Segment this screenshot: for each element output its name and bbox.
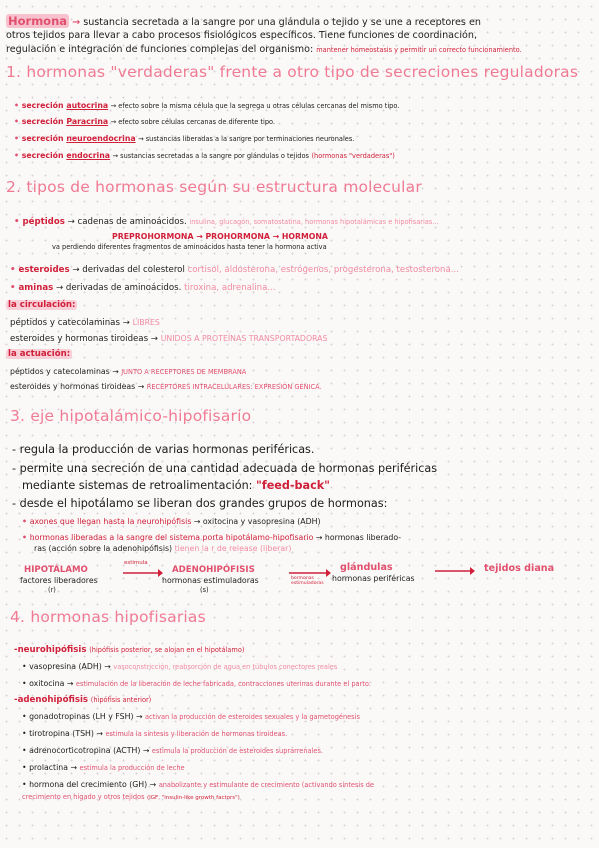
peptidos-line: • péptidos → cadenas de aminoácidos. insulina, glucagón, somatostatina, hormonas hipotalámicas e hipofisarias...: [14, 217, 439, 227]
flow-node-hipotalamo-code: (r): [48, 586, 56, 594]
flow-node-adenohipofisis-sub: hormonas estimuladoras: [162, 576, 259, 585]
intro-text-2: otros tejidos para llevar a cabo procesos fisiológicos específicos. Tiene funciones de coordinación,: [6, 30, 477, 41]
intro-line-3: [6, 44, 522, 55]
s3-line-1: - regula la producción de varias hormonas periféricas.: [12, 443, 315, 456]
circulacion-row-1: péptidos y catecolaminas → LIBRES: [10, 318, 160, 328]
intro-text-1: sustancia secretada a la sangre por una glándula o tejido y se une a receptores en: [83, 17, 481, 28]
flow-arrow-2-icon: [288, 568, 332, 578]
neuro-item-2: • oxitocina → estimulación de la liberación de leche fabricada, contracciones uterinas durante el parto.: [22, 679, 371, 688]
intro-arrow: →: [72, 17, 81, 28]
actuacion-row-1: péptidos y catecolaminas → JUNTO A RECEPTORES DE MEMBRANA: [10, 367, 247, 376]
esteroides-line: • esteroides → derivadas del colesterol cortisol, aldosterona, estrógenos, progesterona, testosterona...: [10, 265, 459, 275]
adeno-item-4: • prolactina → estimula la producción de leche: [22, 763, 185, 772]
flow-arrow-2-label: hormonas estimuladoras: [291, 576, 324, 586]
aminas-line: • aminas → derivadas de aminoácidos. tiroxina, adrenalina...: [10, 283, 276, 293]
section-1-title: 1. hormonas "verdaderas" frente a otro tipo de secreciones reguladoras: [6, 63, 579, 81]
flow-node-hipotalamo: HIPOTÁLAMO: [24, 565, 88, 575]
s1-item-3: • secreción neuroendocrina → sustancias liberadas a la sangre por terminaciones neuronales.: [14, 134, 355, 143]
s3-sub-2-cont: ras (acción sobre la adenohipófisis) tienen la r de release (liberar): [34, 544, 292, 553]
flow-node-adenohipofisis: ADENOHIPÓFISIS: [172, 565, 255, 575]
actuacion-heading: la actuación:: [8, 349, 71, 359]
s3-line-3: mediante sistemas de retroalimentación: "feed-back": [22, 479, 330, 492]
s3-line-2: - permite una secreción de una cantidad adecuada de hormonas periféricas: [12, 462, 438, 475]
flow-node-hipotalamo-sub: factores liberadores: [20, 576, 98, 585]
flow-node-adenohipofisis-code: (s): [200, 586, 209, 594]
adeno-item-3: • adrenocorticotropina (ACTH) → estimula la producción de esteroides suprarrenales.: [22, 746, 323, 755]
flow-arrow-1-icon: [122, 568, 164, 578]
peptidos-chain: PREPROHORMONA → PROHORMONA → HORMONA: [112, 232, 328, 241]
hormona-term: Hormona: [8, 14, 68, 28]
s3-line-4: - desde el hipotálamo se liberan dos grandes grupos de hormonas:: [12, 497, 388, 510]
s3-sub-1: • axones que llegan hasta la neurohipófisis → oxitocina y vasopresina (ADH): [22, 517, 321, 526]
adeno-heading: -adenohipófisis (hipófisis anterior): [14, 695, 152, 705]
s1-item-1: • secreción autocrina → efecto sobre la misma célula que la segrega u otras células cercanas del mismo tipo.: [14, 101, 400, 110]
intro-line-1: [6, 14, 481, 28]
adeno-item-5-cont: crecimiento en hígado y otros tejidos (IGF, "insulin-like growth factors"): [22, 793, 240, 801]
adeno-item-2: • tirotropina (TSH) → estimula la síntesis y liberación de hormonas tiroideas.: [22, 729, 288, 738]
adeno-item-5: • hormona del crecimiento (GH) → anabolizante y estimulante de crecimiento (activando síntesis de: [22, 780, 375, 789]
neuro-item-1: • vasopresina (ADH) → vasoconstricción, reabsorción de agua en túbulos conectores reales: [22, 662, 338, 671]
neuro-heading: -neurohipófisis (hipófisis posterior, se alojan en el hipotálamo): [14, 645, 245, 655]
section-3-title: 3. eje hipotalámico-hipofisario: [10, 407, 252, 425]
flow-arrow-3-icon: [434, 566, 476, 576]
flow-arrow-1-label: estimula: [124, 560, 148, 566]
s1-item-4: • secreción endocrina → sustancias secretadas a la sangre por glándulas o tejidos (hormonas "verdaderas"): [14, 151, 395, 160]
circulacion-row-2: esteroides y hormonas tiroideas → UNIDOS A PROTEÍNAS TRANSPORTADORAS: [10, 334, 328, 344]
s1-item-2: • secreción Paracrina → efecto sobre células cercanas de diferente tipo.: [14, 117, 276, 126]
flow-node-tejidos-diana: tejidos diana: [484, 563, 555, 574]
intro-text-3: regulación e integración de funciones complejas del organismo:: [6, 44, 314, 55]
flow-node-glandulas-sub: hormonas periféricas: [332, 574, 415, 583]
section-4-title: 4. hormonas hipofisarias: [10, 608, 206, 626]
peptidos-chain-note: va perdiendo diferentes fragmentos de aminoácidos hasta tener la hormona activa: [52, 243, 327, 251]
intro-note: mantener homeostasis y permitir un correcto funcionamiento.: [316, 46, 522, 54]
actuacion-row-2: esteroides y hormonas tiroideas → RECEPTORES INTRACELULARES: EXPRESIÓN GÉNICA.: [10, 382, 322, 391]
adeno-item-1: • gonadotropinas (LH y FSH) → activan la producción de esteroides sexuales y la gametogénesis: [22, 712, 360, 721]
s3-sub-2: • hormonas liberadas a la sangre del sistema porta hipotálamo-hipofisario → hormonas liberado-: [22, 533, 402, 542]
section-2-title: 2. tipos de hormonas según su estructura molecular: [6, 178, 422, 196]
flow-node-glandulas: glándulas: [340, 562, 393, 573]
circulacion-heading: la circulación:: [8, 300, 76, 310]
